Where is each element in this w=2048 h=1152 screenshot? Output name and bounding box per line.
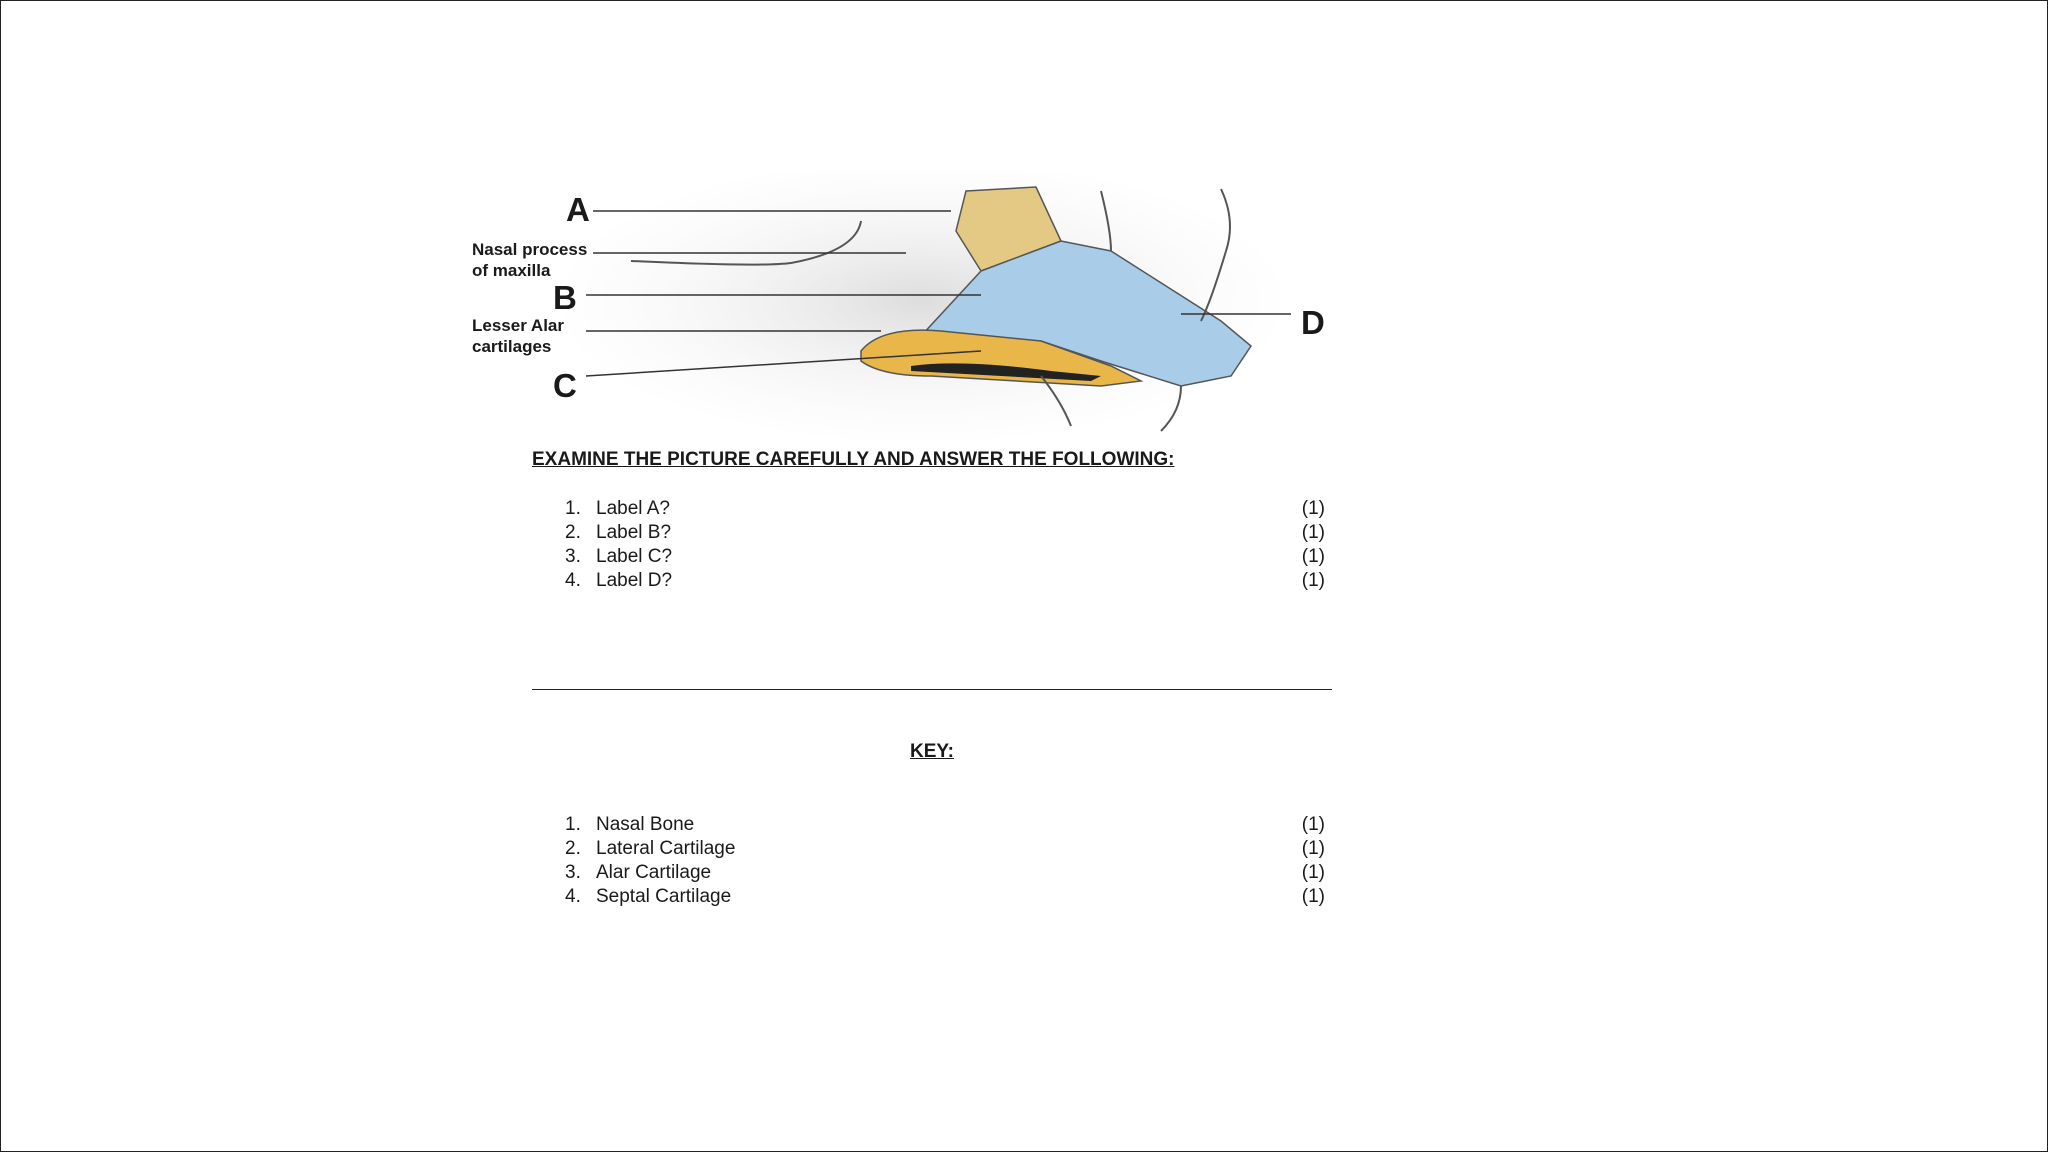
label-b: B bbox=[553, 279, 577, 316]
nose-anatomy-figure bbox=[461, 171, 1341, 441]
question-text: Label D? bbox=[596, 570, 673, 591]
key-number: 4. bbox=[565, 886, 581, 907]
question-item bbox=[541, 497, 1331, 521]
label-lesser-alar-line2: cartilages bbox=[472, 337, 552, 356]
question-number: 1. bbox=[565, 498, 581, 519]
question-mark: (1) bbox=[1301, 522, 1325, 543]
key-list bbox=[541, 813, 1331, 909]
key-item bbox=[541, 885, 1331, 909]
key-text: Nasal Bone bbox=[596, 814, 695, 835]
key-item bbox=[541, 837, 1331, 861]
question-item bbox=[541, 545, 1331, 569]
key-mark: (1) bbox=[1301, 814, 1325, 835]
key-mark: (1) bbox=[1301, 862, 1325, 883]
question-mark: (1) bbox=[1301, 570, 1325, 591]
nose-illustration bbox=[461, 171, 1341, 441]
key-number: 3. bbox=[565, 862, 581, 883]
key-text: Alar Cartilage bbox=[596, 862, 712, 883]
key-mark: (1) bbox=[1301, 838, 1325, 859]
divider-line bbox=[532, 689, 1332, 690]
label-d: D bbox=[1301, 304, 1325, 341]
question-item bbox=[541, 521, 1331, 545]
key-item bbox=[541, 861, 1331, 885]
instructions-heading: EXAMINE THE PICTURE CAREFULLY AND ANSWER THE FOLLOWING: bbox=[532, 449, 1175, 470]
label-nasal-process bbox=[472, 239, 587, 281]
question-number: 3. bbox=[565, 546, 581, 567]
label-nasal-process-line2: of maxilla bbox=[472, 261, 551, 280]
label-c: C bbox=[553, 367, 577, 404]
key-mark: (1) bbox=[1301, 886, 1325, 907]
key-item bbox=[541, 813, 1331, 837]
question-text: Label C? bbox=[596, 546, 673, 567]
key-number: 1. bbox=[565, 814, 581, 835]
label-lesser-alar bbox=[472, 315, 564, 357]
question-mark: (1) bbox=[1301, 498, 1325, 519]
key-number: 2. bbox=[565, 838, 581, 859]
question-text: Label A? bbox=[596, 498, 670, 519]
label-lesser-alar-line1: Lesser Alar bbox=[472, 316, 564, 335]
question-mark: (1) bbox=[1301, 546, 1325, 567]
key-text: Septal Cartilage bbox=[596, 886, 732, 907]
question-number: 4. bbox=[565, 570, 581, 591]
label-a: A bbox=[566, 191, 590, 228]
question-list bbox=[541, 497, 1331, 593]
key-heading: KEY: bbox=[910, 741, 954, 762]
key-text: Lateral Cartilage bbox=[596, 838, 736, 859]
question-item bbox=[541, 569, 1331, 593]
question-text: Label B? bbox=[596, 522, 672, 543]
question-number: 2. bbox=[565, 522, 581, 543]
label-nasal-process-line1: Nasal process bbox=[472, 240, 588, 259]
